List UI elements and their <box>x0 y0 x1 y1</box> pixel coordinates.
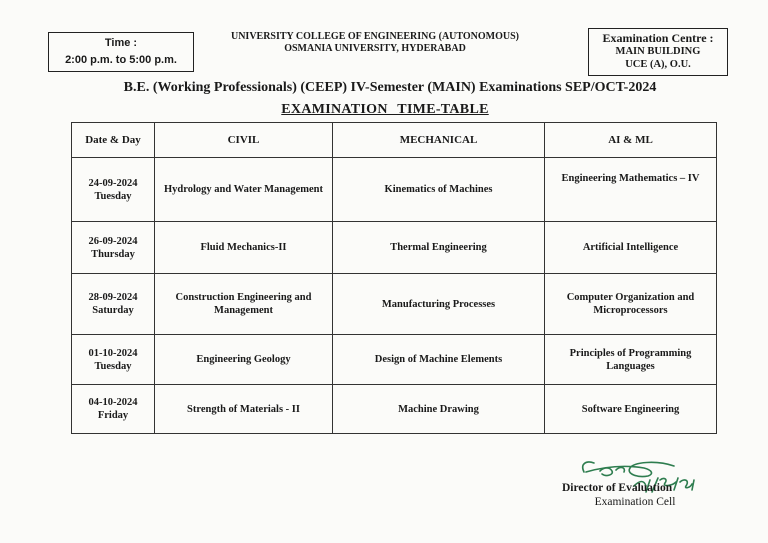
aiml-subject: Software Engineering <box>545 385 717 434</box>
centre-line-1: MAIN BUILDING <box>615 46 701 57</box>
day: Tuesday <box>94 360 132 372</box>
civil-subject: Engineering Geology <box>155 335 333 385</box>
aiml-subject: Principles of Programming Languages <box>545 335 717 385</box>
aiml-subject: Computer Organization and Microprocessors <box>545 274 717 335</box>
date-cell <box>72 385 155 434</box>
header-date-day: Date & Day <box>72 123 155 158</box>
table-row <box>72 274 717 335</box>
mechanical-subject: Manufacturing Processes <box>333 274 545 335</box>
day: Thursday <box>91 248 135 260</box>
signature-block <box>560 450 710 508</box>
institution-line-1: UNIVERSITY COLLEGE OF ENGINEERING (AUTONOMOUS) <box>230 31 519 42</box>
mechanical-subject: Thermal Engineering <box>333 222 545 274</box>
day: Tuesday <box>94 190 132 202</box>
table-row <box>72 158 717 222</box>
time-value: 2:00 p.m. to 5:00 p.m. <box>65 54 177 66</box>
civil-subject: Fluid Mechanics-II <box>155 222 333 274</box>
date: 28-09-2024 <box>88 292 138 303</box>
civil-subject: Construction Engineering and Management <box>155 274 333 335</box>
centre-label: Examination Centre : <box>602 31 714 45</box>
header-aiml: AI & ML <box>545 123 717 158</box>
exam-centre-box <box>588 28 728 76</box>
time-label: Time : <box>104 37 138 49</box>
date-cell <box>72 335 155 385</box>
timetable <box>71 122 717 434</box>
exam-title: B.E. (Working Professionals) (CEEP) IV-Semester (MAIN) Examinations SEP/OCT-2024 <box>123 80 657 95</box>
institution-header <box>210 31 540 55</box>
header-mechanical: MECHANICAL <box>333 123 545 158</box>
date: 04-10-2024 <box>88 397 138 408</box>
exam-time-box <box>48 32 194 72</box>
date-cell <box>72 158 155 222</box>
civil-subject: Strength of Materials - II <box>155 385 333 434</box>
centre-line-2: UCE (A), O.U. <box>625 59 691 70</box>
header-civil: CIVIL <box>155 123 333 158</box>
mechanical-subject: Kinematics of Machines <box>333 158 545 222</box>
timetable-heading: EXAMINATION TIME-TABLE <box>281 102 489 117</box>
director-title: Director of Evaluation <box>562 482 673 494</box>
mechanical-subject: Machine Drawing <box>333 385 545 434</box>
table-row <box>72 335 717 385</box>
table-row <box>72 222 717 274</box>
mechanical-subject: Design of Machine Elements <box>333 335 545 385</box>
table-row <box>72 385 717 434</box>
aiml-subject: Artificial Intelligence <box>545 222 717 274</box>
institution-line-2: OSMANIA UNIVERSITY, HYDERABAD <box>284 43 466 54</box>
date: 24-09-2024 <box>88 177 138 189</box>
date-cell <box>72 274 155 335</box>
timetable-header-row <box>72 123 717 158</box>
aiml-subject: Engineering Mathematics – IV <box>545 158 717 222</box>
date: 01-10-2024 <box>88 347 138 359</box>
civil-subject: Hydrology and Water Management <box>155 158 333 222</box>
day: Saturday <box>92 305 134 316</box>
office-name: Examination Cell <box>594 496 676 508</box>
day: Friday <box>97 410 129 421</box>
date: 26-09-2024 <box>88 235 138 247</box>
date-cell <box>72 222 155 274</box>
